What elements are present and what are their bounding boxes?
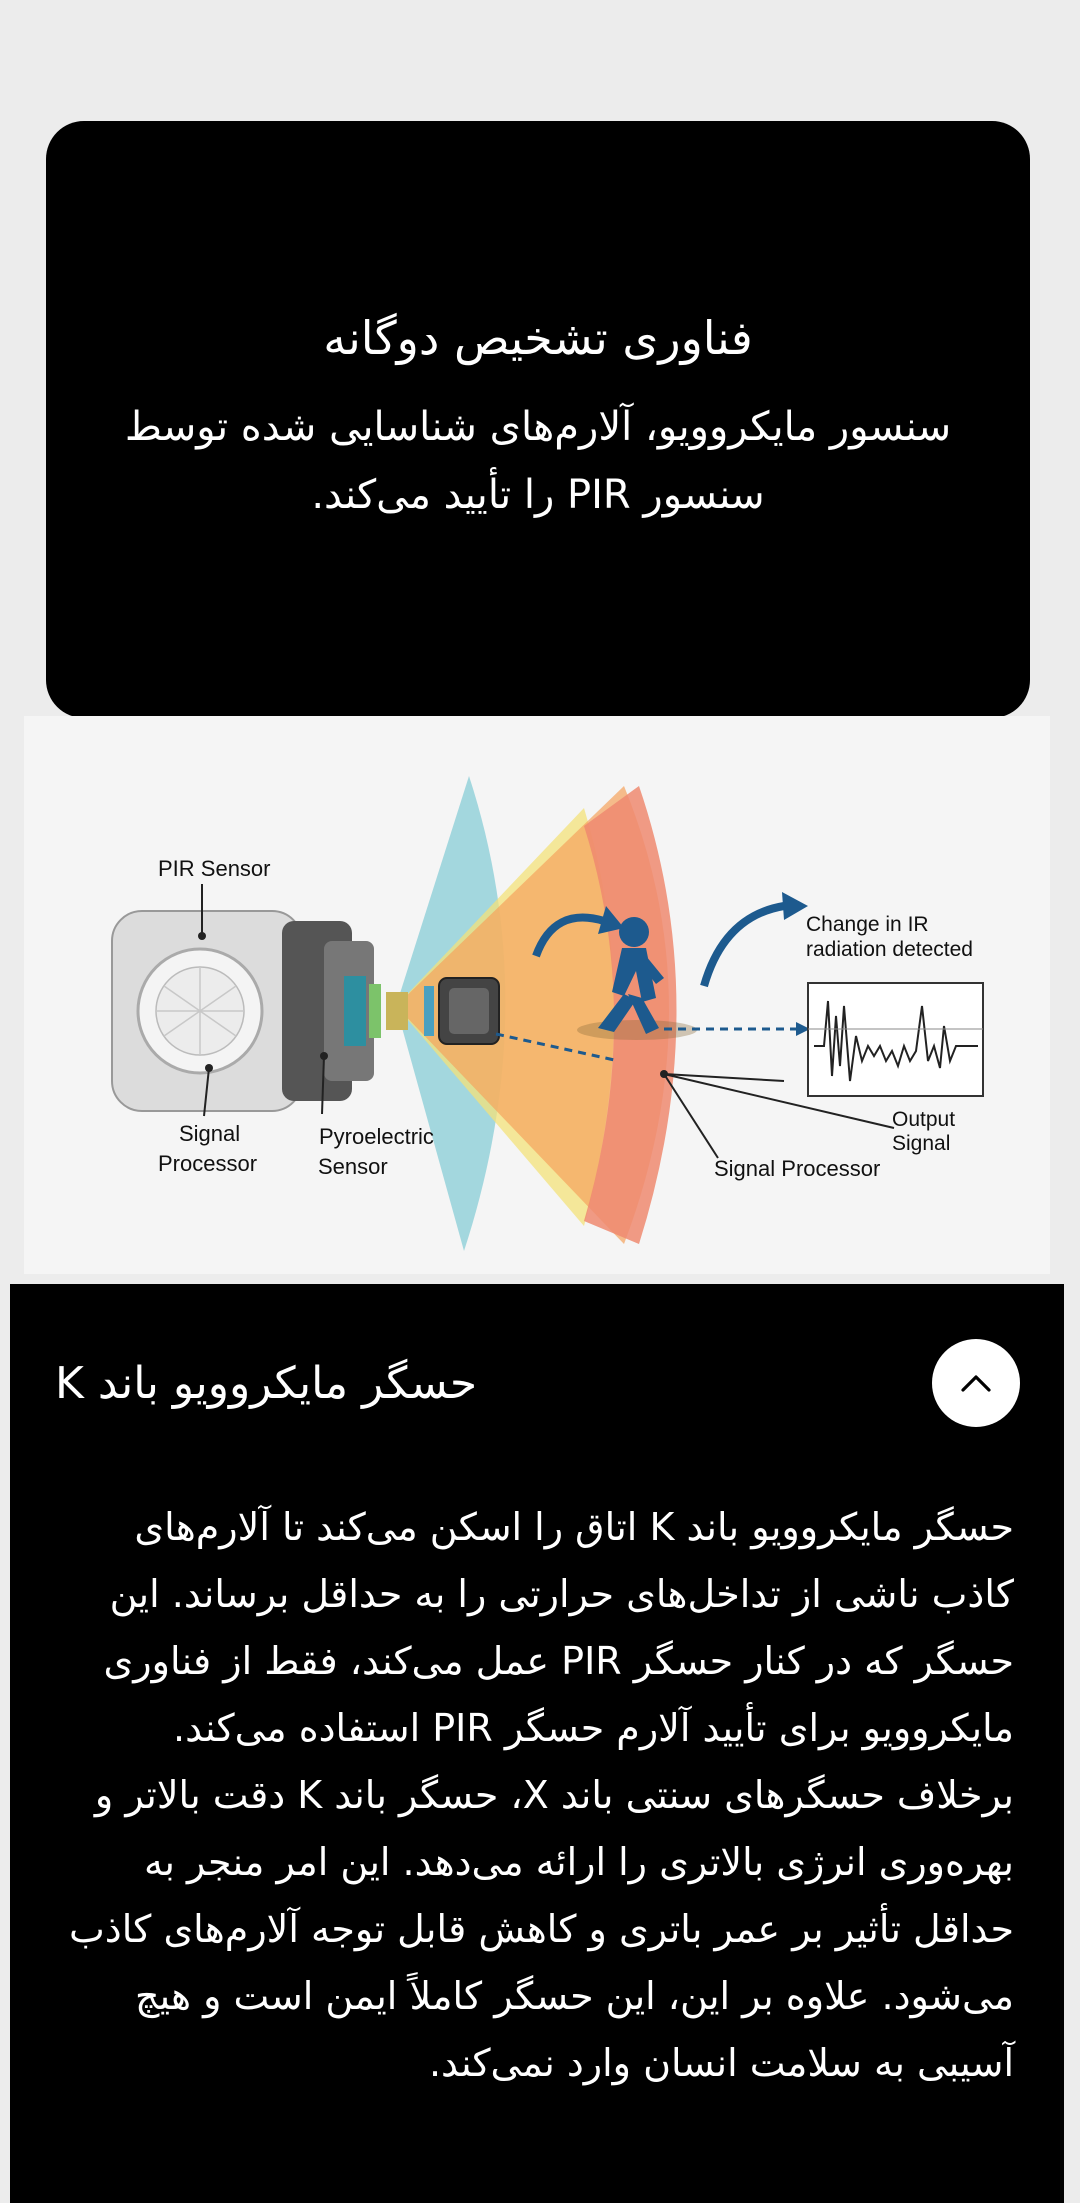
label-pyroelectric-1: Pyroelectric	[319, 1124, 434, 1149]
accordion-header[interactable]	[10, 1284, 1064, 1474]
label-output-signal-1: Output	[892, 1108, 956, 1131]
label-pyroelectric-2: Sensor	[318, 1154, 388, 1179]
label-signal-processor-left-1: Signal	[179, 1121, 241, 1146]
chevron-up-icon	[959, 1373, 993, 1393]
accordion-body: حسگر مایکروویو باند K اتاق را اسکن می‌کند تا آلارم‌های کاذب ناشی از تداخل‌های حرارتی را به حداقل برساند. این حسگر که در کنار حسگر PIR عمل می‌کند، فقط از فناوری مایکروویو برای تأیید آلارم حسگر PIR استفاده می‌کند. برخلاف حسگرهای سنتی باند X، حسگر باند K دقت بالاتر و بهره‌وری انرژی بالاتری را ارائه می‌دهد. این امر منجر به حداقل تأثیر بر عمر باتری و کاهش قابل توجه آلارم‌های کاذب می‌شود. علاوه بر این، این حسگر کاملاً ایمن است و هیچ آسیبی به سلامت انسان وارد نمی‌کند.	[69, 1505, 1014, 2085]
pir-sensor-diagram	[24, 716, 1050, 1274]
hero-title: فناوری تشخیص دوگانه	[323, 310, 753, 365]
label-change-ir-1: Change in IR	[806, 913, 929, 936]
collapse-button[interactable]	[932, 1339, 1020, 1427]
label-signal-processor-left-2: Processor	[158, 1151, 258, 1176]
dual-detection-hero	[46, 121, 1030, 718]
label-signal-processor-right: Signal Processor	[714, 1156, 881, 1181]
ir-change-arrow	[704, 906, 784, 986]
output-signal-graph	[808, 983, 983, 1096]
label-output-signal-2: Signal	[892, 1132, 951, 1155]
signal-pointer-3	[664, 1074, 718, 1158]
label-pir-sensor: PIR Sensor	[158, 856, 271, 881]
diagram-svg	[24, 716, 1050, 1274]
label-change-ir-2: radiation detected	[806, 938, 973, 961]
accordion-title: حسگر مایکروویو باند K	[55, 1358, 478, 1409]
hero-subtitle: سنسور مایکروویو، آلارم‌های شناسایی شده توسط سنسور PIR را تأیید می‌کند.	[124, 403, 952, 518]
k-band-microwave-section	[10, 1284, 1064, 2203]
